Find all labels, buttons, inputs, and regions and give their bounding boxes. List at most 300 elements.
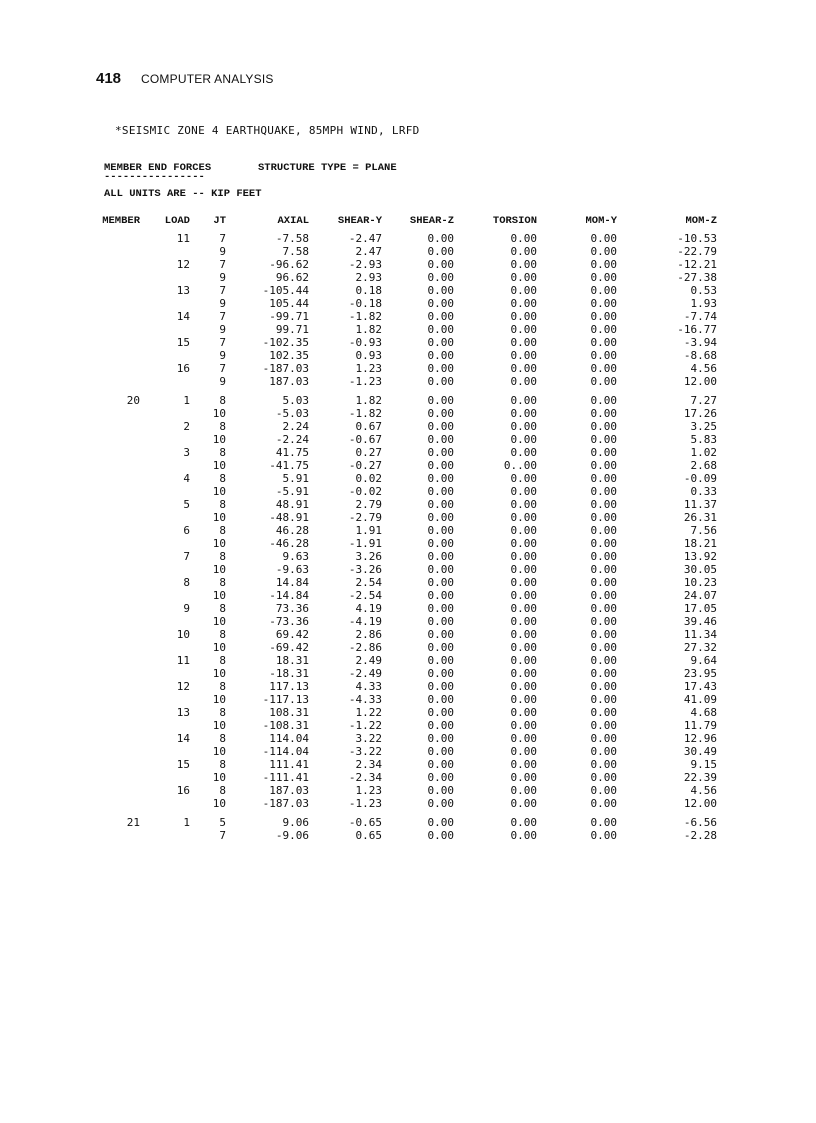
cell-load [140, 797, 190, 810]
cell-load [140, 375, 190, 388]
cell-jt: 8 [219, 524, 226, 537]
cell-mom-z: 39.46 [683, 615, 717, 628]
cell-member [92, 446, 140, 459]
table-header-row [92, 210, 717, 232]
cell-torsion: 0.00 [510, 563, 537, 576]
cell-mom-y: 0.00 [590, 375, 617, 388]
table-row [92, 654, 717, 667]
cell-shear-y: 0.67 [355, 420, 382, 433]
cell-jt: 8 [219, 628, 226, 641]
cell-member [92, 407, 140, 420]
cell-axial: -69.42 [269, 641, 309, 654]
cell-shear-z: 0.00 [427, 498, 454, 511]
cell-torsion: 0.00 [510, 284, 537, 297]
cell-member [92, 297, 140, 310]
cell-torsion: 0.00 [510, 232, 537, 245]
cell-jt: 8 [219, 420, 226, 433]
cell-torsion: 0.00 [510, 336, 537, 349]
cell-member [92, 310, 140, 323]
cell-torsion: 0.00 [510, 472, 537, 485]
cell-mom-z: 4.56 [690, 362, 717, 375]
cell-shear-z: 0.00 [427, 485, 454, 498]
cell-member [92, 349, 140, 362]
cell-mom-y: 0.00 [590, 693, 617, 706]
cell-axial: -18.31 [269, 667, 309, 680]
cell-jt: 10 [212, 537, 226, 550]
cell-axial: -5.91 [275, 485, 309, 498]
cell-mom-y: 0.00 [590, 615, 617, 628]
cell-mom-z: 13.92 [683, 550, 717, 563]
cell-load [140, 771, 190, 784]
cell-mom-y: 0.00 [590, 829, 617, 842]
cell-load: 10 [176, 628, 190, 641]
cell-mom-z: 24.07 [683, 589, 717, 602]
cell-shear-z: 0.00 [427, 680, 454, 693]
cell-mom-z: -2.28 [683, 829, 717, 842]
cell-shear-y: 1.22 [355, 706, 382, 719]
table-row [92, 375, 717, 388]
cell-member [92, 706, 140, 719]
cell-shear-y: -2.54 [348, 589, 382, 602]
cell-shear-y: 1.82 [355, 394, 382, 407]
cell-shear-z: 0.00 [427, 323, 454, 336]
cell-torsion: 0.00 [510, 498, 537, 511]
cell-shear-y: -0.67 [348, 433, 382, 446]
cell-jt: 8 [219, 654, 226, 667]
cell-shear-z: 0.00 [427, 758, 454, 771]
page-header [96, 70, 274, 87]
cell-load: 15 [176, 758, 190, 771]
cell-jt: 10 [212, 459, 226, 472]
cell-mom-y: 0.00 [590, 550, 617, 563]
table-row [92, 829, 717, 842]
cell-shear-z: 0.00 [427, 628, 454, 641]
cell-axial: 73.36 [275, 602, 309, 615]
cell-member [92, 602, 140, 615]
cell-mom-z: -6.56 [683, 816, 717, 829]
cell-mom-z: 12.00 [683, 375, 717, 388]
cell-load [140, 271, 190, 284]
cell-shear-y: -2.49 [348, 667, 382, 680]
cell-torsion: 0.00 [510, 589, 537, 602]
cell-axial: 2.24 [282, 420, 309, 433]
cell-torsion: 0.00 [510, 310, 537, 323]
cell-jt: 10 [212, 485, 226, 498]
cell-mom-y: 0.00 [590, 498, 617, 511]
cell-load: 16 [176, 784, 190, 797]
cell-shear-z: 0.00 [427, 667, 454, 680]
cell-jt: 8 [219, 706, 226, 719]
cell-mom-z: 1.93 [690, 297, 717, 310]
table-row [92, 336, 717, 349]
table-row [92, 323, 717, 336]
cell-torsion: 0.00 [510, 394, 537, 407]
cell-shear-z: 0.00 [427, 394, 454, 407]
cell-torsion: 0.00 [510, 550, 537, 563]
cell-mom-z: 4.68 [690, 706, 717, 719]
cell-load: 11 [176, 232, 190, 245]
cell-mom-z: 7.27 [690, 394, 717, 407]
table-row [92, 589, 717, 602]
cell-axial: -5.03 [275, 407, 309, 420]
cell-axial: -187.03 [262, 797, 309, 810]
cell-shear-y: 3.22 [355, 732, 382, 745]
table-row [92, 420, 717, 433]
table-row [92, 771, 717, 784]
cell-shear-y: 1.82 [355, 323, 382, 336]
cell-axial: -108.31 [262, 719, 309, 732]
cell-mom-y: 0.00 [590, 602, 617, 615]
cell-member [92, 829, 140, 842]
cell-mom-z: -16.77 [677, 323, 717, 336]
cell-load: 5 [183, 498, 190, 511]
cell-shear-z: 0.00 [427, 654, 454, 667]
cell-axial: 41.75 [275, 446, 309, 459]
cell-jt: 8 [219, 394, 226, 407]
cell-member: 21 [126, 816, 140, 829]
cell-mom-y: 0.00 [590, 758, 617, 771]
cell-mom-z: 3.25 [690, 420, 717, 433]
cell-mom-y: 0.00 [590, 271, 617, 284]
member-end-forces-table [92, 210, 717, 842]
cell-shear-z: 0.00 [427, 615, 454, 628]
cell-member [92, 719, 140, 732]
cell-mom-y: 0.00 [590, 732, 617, 745]
cell-member [92, 589, 140, 602]
cell-axial: 114.04 [269, 732, 309, 745]
cell-member [92, 745, 140, 758]
cell-mom-z: 9.15 [690, 758, 717, 771]
cell-axial: 187.03 [269, 375, 309, 388]
table-row [92, 511, 717, 524]
cell-mom-y: 0.00 [590, 394, 617, 407]
cell-shear-z: 0.00 [427, 719, 454, 732]
cell-shear-y: -2.86 [348, 641, 382, 654]
table-row [92, 810, 717, 829]
cell-torsion: 0.00 [510, 816, 537, 829]
cell-axial: -2.24 [275, 433, 309, 446]
cell-jt: 10 [212, 589, 226, 602]
report-title [104, 162, 211, 183]
cell-torsion: 0.00 [510, 745, 537, 758]
cell-shear-z: 0.00 [427, 511, 454, 524]
cell-shear-z: 0.00 [427, 771, 454, 784]
cell-shear-z: 0.00 [427, 284, 454, 297]
cell-load [140, 323, 190, 336]
cell-load [140, 829, 190, 842]
cell-jt: 8 [219, 472, 226, 485]
table-row [92, 576, 717, 589]
cell-torsion: 0.00 [510, 420, 537, 433]
table-row [92, 628, 717, 641]
cell-member [92, 323, 140, 336]
cell-shear-z: 0.00 [427, 784, 454, 797]
cell-member [92, 245, 140, 258]
cell-shear-z: 0.00 [427, 576, 454, 589]
cell-shear-z: 0.00 [427, 362, 454, 375]
table-body [92, 232, 717, 842]
cell-shear-y: 2.34 [355, 758, 382, 771]
cell-mom-z: -10.53 [677, 232, 717, 245]
cell-torsion: 0..00 [503, 459, 537, 472]
cell-mom-y: 0.00 [590, 719, 617, 732]
cell-axial: -9.63 [275, 563, 309, 576]
cell-torsion: 0.00 [510, 628, 537, 641]
cell-member [92, 472, 140, 485]
cell-load: 3 [183, 446, 190, 459]
table-row [92, 602, 717, 615]
cell-shear-y: 0.02 [355, 472, 382, 485]
table-row [92, 472, 717, 485]
cell-jt: 10 [212, 797, 226, 810]
cell-axial: 105.44 [269, 297, 309, 310]
cell-jt: 10 [212, 615, 226, 628]
cell-load: 4 [183, 472, 190, 485]
cell-load [140, 297, 190, 310]
cell-shear-z: 0.00 [427, 407, 454, 420]
cell-axial: 187.03 [269, 784, 309, 797]
cell-mom-y: 0.00 [590, 537, 617, 550]
cell-shear-y: -1.22 [348, 719, 382, 732]
cell-shear-y: 2.47 [355, 245, 382, 258]
table-row [92, 498, 717, 511]
cell-axial: -9.06 [275, 829, 309, 842]
cell-axial: 14.84 [275, 576, 309, 589]
cell-member [92, 375, 140, 388]
load-case-subtitle: *SEISMIC ZONE 4 EARTHQUAKE, 85MPH WIND, LRFD [115, 124, 420, 137]
cell-load: 1 [183, 816, 190, 829]
cell-member [92, 362, 140, 375]
cell-shear-z: 0.00 [427, 537, 454, 550]
cell-member [92, 537, 140, 550]
cell-axial: -14.84 [269, 589, 309, 602]
cell-mom-z: 11.37 [683, 498, 717, 511]
cell-jt: 7 [219, 829, 226, 842]
cell-mom-y: 0.00 [590, 797, 617, 810]
cell-member [92, 511, 140, 524]
table-row [92, 641, 717, 654]
cell-mom-z: 11.79 [683, 719, 717, 732]
cell-load: 16 [176, 362, 190, 375]
table-row [92, 349, 717, 362]
cell-shear-z: 0.00 [427, 472, 454, 485]
cell-jt: 9 [219, 375, 226, 388]
cell-axial: -96.62 [269, 258, 309, 271]
cell-shear-y: -1.23 [348, 797, 382, 810]
cell-jt: 7 [219, 310, 226, 323]
cell-jt: 10 [212, 433, 226, 446]
cell-jt: 10 [212, 745, 226, 758]
cell-mom-y: 0.00 [590, 433, 617, 446]
page-number: 418 [96, 70, 122, 87]
cell-member [92, 758, 140, 771]
cell-jt: 8 [219, 550, 226, 563]
cell-axial: 5.91 [282, 472, 309, 485]
cell-member [92, 641, 140, 654]
cell-mom-y: 0.00 [590, 784, 617, 797]
cell-torsion: 0.00 [510, 829, 537, 842]
cell-shear-z: 0.00 [427, 336, 454, 349]
header-member: MEMBER [102, 215, 140, 227]
cell-torsion: 0.00 [510, 375, 537, 388]
cell-mom-y: 0.00 [590, 771, 617, 784]
cell-jt: 8 [219, 732, 226, 745]
cell-member [92, 628, 140, 641]
cell-axial: 102.35 [269, 349, 309, 362]
cell-shear-y: 2.86 [355, 628, 382, 641]
cell-jt: 8 [219, 576, 226, 589]
cell-mom-z: 22.39 [683, 771, 717, 784]
cell-axial: -111.41 [262, 771, 309, 784]
cell-jt: 9 [219, 271, 226, 284]
cell-member [92, 797, 140, 810]
cell-axial: 108.31 [269, 706, 309, 719]
cell-mom-z: 17.26 [683, 407, 717, 420]
cell-torsion: 0.00 [510, 433, 537, 446]
cell-shear-y: -1.23 [348, 375, 382, 388]
cell-mom-y: 0.00 [590, 310, 617, 323]
cell-shear-y: 0.65 [355, 829, 382, 842]
cell-mom-y: 0.00 [590, 446, 617, 459]
cell-load: 9 [183, 602, 190, 615]
cell-mom-z: 11.34 [683, 628, 717, 641]
cell-shear-y: -4.19 [348, 615, 382, 628]
cell-member [92, 524, 140, 537]
cell-jt: 10 [212, 641, 226, 654]
cell-shear-y: 0.18 [355, 284, 382, 297]
cell-mom-z: 5.83 [690, 433, 717, 446]
cell-mom-z: 26.31 [683, 511, 717, 524]
cell-member [92, 420, 140, 433]
cell-load [140, 589, 190, 602]
cell-mom-y: 0.00 [590, 485, 617, 498]
cell-load [140, 745, 190, 758]
cell-member [92, 563, 140, 576]
cell-member [92, 654, 140, 667]
cell-axial: 117.13 [269, 680, 309, 693]
cell-jt: 7 [219, 232, 226, 245]
cell-shear-z: 0.00 [427, 829, 454, 842]
table-row [92, 797, 717, 810]
structure-type: STRUCTURE TYPE = PLANE [258, 162, 397, 174]
cell-axial: 9.63 [282, 550, 309, 563]
cell-mom-y: 0.00 [590, 816, 617, 829]
cell-mom-y: 0.00 [590, 680, 617, 693]
cell-shear-y: 0.93 [355, 349, 382, 362]
cell-member [92, 576, 140, 589]
cell-axial: -102.35 [262, 336, 309, 349]
cell-member [92, 336, 140, 349]
cell-member [92, 433, 140, 446]
cell-mom-y: 0.00 [590, 745, 617, 758]
table-row [92, 362, 717, 375]
cell-jt: 10 [212, 667, 226, 680]
table-row [92, 719, 717, 732]
table-row [92, 667, 717, 680]
table-row [92, 758, 717, 771]
header-jt: JT [213, 215, 226, 227]
cell-axial: -105.44 [262, 284, 309, 297]
cell-load: 7 [183, 550, 190, 563]
cell-mom-z: -3.94 [683, 336, 717, 349]
cell-mom-z: 17.05 [683, 602, 717, 615]
table-row [92, 232, 717, 245]
cell-torsion: 0.00 [510, 537, 537, 550]
cell-mom-y: 0.00 [590, 245, 617, 258]
cell-mom-y: 0.00 [590, 297, 617, 310]
cell-member: 20 [126, 394, 140, 407]
cell-load [140, 537, 190, 550]
cell-load: 11 [176, 654, 190, 667]
cell-torsion: 0.00 [510, 446, 537, 459]
cell-shear-z: 0.00 [427, 797, 454, 810]
cell-shear-z: 0.00 [427, 641, 454, 654]
running-head: COMPUTER ANALYSIS [141, 72, 274, 86]
table-row [92, 310, 717, 323]
table-row [92, 706, 717, 719]
cell-jt: 8 [219, 602, 226, 615]
cell-mom-z: 18.21 [683, 537, 717, 550]
cell-torsion: 0.00 [510, 524, 537, 537]
table-row [92, 537, 717, 550]
cell-torsion: 0.00 [510, 693, 537, 706]
cell-load: 2 [183, 420, 190, 433]
header-torsion: TORSION [492, 215, 537, 227]
cell-member [92, 284, 140, 297]
cell-shear-z: 0.00 [427, 563, 454, 576]
cell-load [140, 563, 190, 576]
cell-load: 13 [176, 284, 190, 297]
cell-member [92, 485, 140, 498]
cell-axial: 5.03 [282, 394, 309, 407]
cell-mom-y: 0.00 [590, 511, 617, 524]
cell-mom-z: 10.23 [683, 576, 717, 589]
cell-torsion: 0.00 [510, 615, 537, 628]
cell-shear-y: 2.79 [355, 498, 382, 511]
cell-mom-z: 41.09 [683, 693, 717, 706]
cell-torsion: 0.00 [510, 784, 537, 797]
cell-shear-y: -2.93 [348, 258, 382, 271]
cell-mom-z: 0.33 [690, 485, 717, 498]
cell-torsion: 0.00 [510, 258, 537, 271]
table-row [92, 784, 717, 797]
cell-torsion: 0.00 [510, 485, 537, 498]
cell-load: 12 [176, 680, 190, 693]
cell-torsion: 0.00 [510, 362, 537, 375]
cell-load: 14 [176, 310, 190, 323]
cell-torsion: 0.00 [510, 407, 537, 420]
table-row [92, 271, 717, 284]
cell-mom-z: 23.95 [683, 667, 717, 680]
cell-load [140, 245, 190, 258]
cell-mom-y: 0.00 [590, 524, 617, 537]
cell-shear-z: 0.00 [427, 816, 454, 829]
report-title-underline: ---------------- [104, 171, 205, 183]
cell-member [92, 459, 140, 472]
cell-torsion: 0.00 [510, 771, 537, 784]
table-row [92, 284, 717, 297]
cell-mom-y: 0.00 [590, 232, 617, 245]
cell-axial: -46.28 [269, 537, 309, 550]
cell-shear-y: -0.65 [348, 816, 382, 829]
cell-shear-z: 0.00 [427, 524, 454, 537]
cell-shear-z: 0.00 [427, 271, 454, 284]
cell-torsion: 0.00 [510, 654, 537, 667]
cell-member [92, 667, 140, 680]
cell-mom-z: 1.02 [690, 446, 717, 459]
cell-mom-y: 0.00 [590, 563, 617, 576]
cell-member [92, 771, 140, 784]
